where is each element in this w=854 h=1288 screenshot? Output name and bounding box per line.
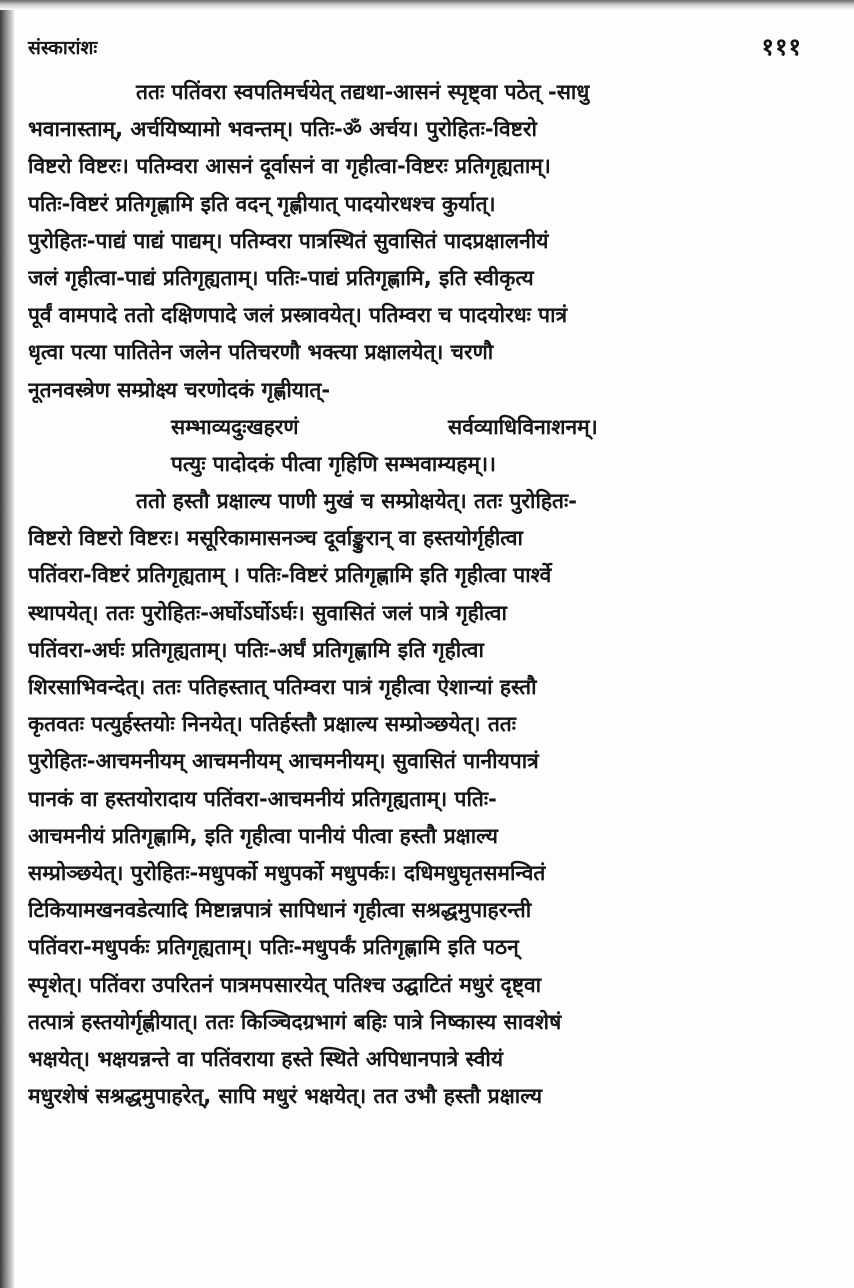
text-line: स्पृशेत्। पतिंवरा उपरितनं पात्रमपसारयेत् पतिश्च उद्घाटितं मधुरं दृष्ट्वा [28, 972, 542, 997]
top-edge-shadow [0, 0, 854, 10]
text-line: पतिंवरा-मधुपर्कः प्रतिगृह्यताम्। पतिः-मधुपर्कं प्रतिगृह्णामि इति पठन् [28, 935, 519, 960]
text-line: धृत्वा पत्या पातितेन जलेन पतिचरणौ भक्त्या प्रक्षालयेत्। चरणौ [28, 340, 494, 365]
text-line: पूर्वं वामपादे ततो दक्षिणपादे जलं प्रस्त्रावयेत्। पतिम्वरा च पादयोरधः पात्रं [28, 303, 568, 328]
text-line: पानकं वा हस्तयोरादाय पतिंवरा-आचमनीयं प्रतिगृह्यताम्। पतिः- [28, 786, 497, 811]
text-line: आचमनीयं प्रतिगृह्णामि, इति गृहीत्वा पानीयं पीत्वा हस्तौ प्रक्षाल्य [28, 823, 498, 848]
text-line: तत्पात्रं हस्तयोर्गृह्णीयात्। ततः किञ्चिदग्रभागं बहिः पात्रे निष्कास्य सावशेषं [28, 1009, 562, 1034]
text-line: विष्टरो विष्टरो विष्टरः। मसूरिकामासनञ्च दूर्वाङ्कुरान् वा हस्तयोर्गृहीत्वा [28, 526, 523, 551]
text-line: पतिः-विष्टरं प्रतिगृह्णामि इति वदन् गृह्णीयात् पादयोरधश्च कुर्यात्। [28, 191, 496, 216]
text-line: स्थापयेत्। ततः पुरोहितः-अर्घोऽर्घोऽर्घः। सुवासितं जलं पात्रे गृहीत्वा [28, 600, 507, 625]
text-line: ततो हस्तौ प्रक्षाल्य पाणी मुखं च सम्प्रोक्षयेत्। ततः पुरोहितः- [136, 489, 577, 514]
text-line: कृतवतः पत्युर्हस्तयोः निनयेत्। पतिर्हस्तौ प्रक्षाल्य सम्प्रोञ्छयेत्। ततः [28, 712, 517, 737]
text-line: नूतनवस्त्रेण सम्प्रोक्ष्य चरणोदकं गृह्णीयात्- [28, 377, 331, 402]
text-line: भक्षयेत्। भक्षयन्नन्ते वा पतिंवराया हस्ते स्थिते अपिधानपात्रे स्वीयं [28, 1046, 503, 1071]
running-head: संस्कारांशः [28, 37, 98, 59]
text-line: मधुरशेषं सश्रद्धमुपाहरेत्, सापि मधुरं भक्षयेत्। तत उभौ हस्तौ प्रक्षाल्य [28, 1084, 543, 1109]
text-line: पतिंवरा-विष्टरं प्रतिगृह्यताम् । पतिः-विष्टरं प्रतिगृह्णामि इति गृहीत्वा पार्श्वे [28, 563, 552, 588]
page-number: १११ [761, 33, 802, 61]
text-line: पुरोहितः-पाद्यं पाद्यं पाद्यम्। पतिम्वरा पात्रस्थितं सुवासितं पादप्रक्षालनीयं [28, 228, 549, 253]
text-line: टिकियामखनवडेत्यादि मिष्टान्नपात्रं सापिधानं गृहीत्वा सश्रद्धमुपाहरन्ती [28, 898, 532, 923]
text-line: ततः पतिंवरा स्वपतिमर्चयेत् तद्यथा-आसनं स्पृष्ट्वा पठेत् -साधु [136, 80, 590, 104]
text-line: जलं गृहीत्वा-पाद्यं प्रतिगृह्यताम्। पतिः-पाद्यं प्रतिगृह्णामि, इति स्वीकृत्य [28, 265, 534, 290]
text-line: शिरसाभिवन्देत्। ततः पतिहस्तात् पतिम्वरा पात्रं गृहीत्वा ऐशान्यां हस्तौ [28, 675, 537, 699]
verse-line-1 [28, 409, 800, 446]
text-line: सम्प्रोञ्छयेत्। पुरोहितः-मधुपर्को मधुपर्को मधुपर्कः। दधिमधुघृतसमन्वितं [28, 860, 546, 885]
verse-line-2: पत्युः पादोदकं पीत्वा गृहिणि सम्भवाम्यहम्।। [171, 451, 497, 476]
body-text [28, 74, 800, 1115]
verse-line-1-left: सम्भाव्यदुःखहरणं [171, 414, 299, 439]
verse-line-1-right: सर्वव्याधिविनाशनम्। [448, 414, 598, 439]
binding-shadow [0, 0, 14, 1288]
text-line: पुरोहितः-आचमनीयम् आचमनीयम् आचमनीयम्। सुवासितं पानीयपात्रं [28, 749, 539, 774]
text-line: भवानास्ताम्, अर्चयिष्यामो भवन्तम्। पतिः-ॐ अर्चय। पुरोहितः-विष्टरो [28, 117, 537, 142]
text-line: पतिंवरा-अर्घः प्रतिगृह्यताम्। पतिः-अर्घं प्रतिगृह्णामि इति गृहीत्वा [28, 637, 484, 662]
page-header [28, 30, 802, 66]
text-line: विष्टरो विष्टरः। पतिम्वरा आसनं दूर्वासनं वा गृहीत्वा-विष्टरः प्रतिगृह्यताम्। [28, 154, 551, 179]
